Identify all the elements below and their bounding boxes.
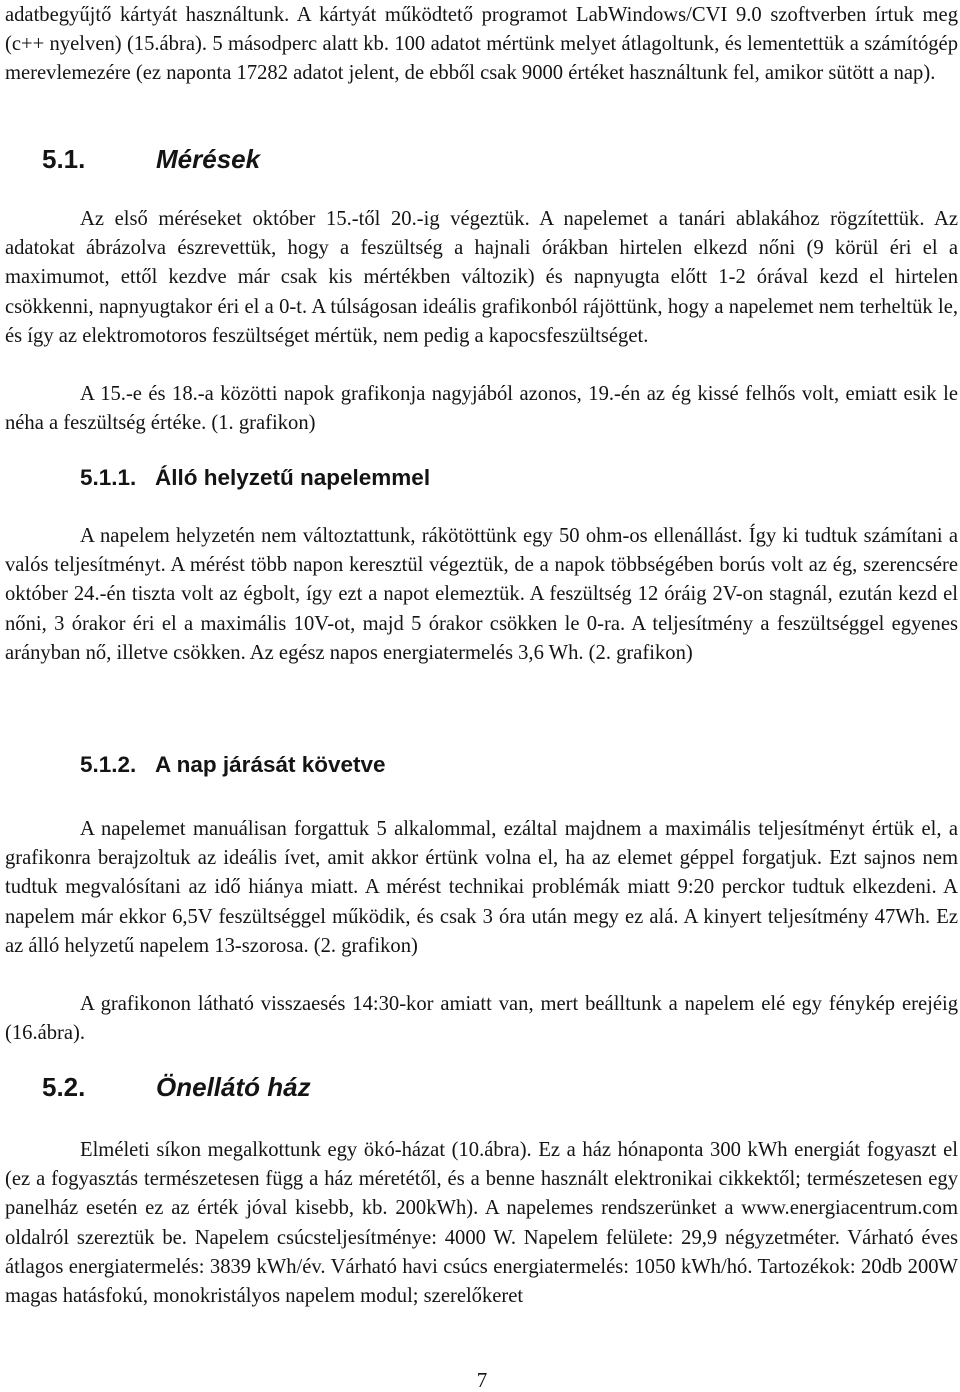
paragraph-haz-1-text: Elméleti síkon megalkottunk egy ökó-házat (10.ábra). Ez a ház hónaponta 300 kWh energiát fogyaszt el (ez a fogyasztás természetesen függ a ház méretétől, és a benne használt elektronikai cikkektől; természetesen egy panelház esetén ez az érték jóval kisebb, kb. 200kWh). A napelemes rendszerünket a www.energiacentrum.com oldalról szereztük be. Napelem csúcsteljesítménye: 4000 W. Napelem felülete: 29,9 négyzetméter. Várható éves átlagos energiatermelés: 3839 kWh/év. Várható havi csúcs energiatermelés: 1050 kWh/hó. Tartozékok: 20db 200W magas hatásfokú, monokristályos napelem modul; szerelőkeret [5,1139,958,1308]
paragraph-haz-1 [5,1136,958,1311]
paragraph-kovet-1 [5,815,958,961]
heading-5-1-2-number: 5.1.2. [80,752,137,777]
paragraph-meresek-2 [5,380,958,438]
paragraph-meresek-1-text: Az első méréseket október 15.-től 20.-ig végeztük. A napelemet a tanári ablakához rögzítettük. Az adatokat ábrázolva észrevettük, hogy a feszültség a hajnali órákban hirtelen elkezd nőni (9 körül éri el a maximumot, ettől kezdve már csak kis mértékben változik) és napnyugta előtt 1-2 órával kezd el hirtelen csökkenni, napnyugtakor éri el a 0-t. A túlságosan ideális grafikonból rájöttünk, hogy a napelemet nem terheltük le, és így az elektromotoros feszültséget mértük, nem pedig a kapocsfeszültséget. [5,208,958,347]
heading-5-1 [42,144,260,174]
heading-5-1-2 [80,751,386,779]
heading-5-1-title: Mérések [156,144,261,174]
paragraph-allo-1-text: A napelem helyzetén nem változtattunk, rákötöttünk egy 50 ohm-os ellenállást. Így ki tudtuk számítani a valós teljesítményt. A mérést több napon keresztül végeztük, de a napok többségében borús volt az ég, szerencsére október 24.-én tiszta volt az égbolt, így ezt a napot elemeztük. A feszültség 12 óráig 2V-on stagnál, ezután kezd el nőni, 3 órakor éri el a maximális 10V-ot, majd 5 órakor csökken le 0-ra. A teljesítmény a feszültséggel egyenes arányban nő, illetve csökken. Az egész napos energiatermelés 3,6 Wh. (2. grafikon) [5,525,958,664]
paragraph-meresek-1 [5,205,958,351]
paragraph-kovet-1-text: A napelemet manuálisan forgattuk 5 alkalommal, ezáltal majdnem a maximális teljesítményt értük el, a grafikonra berajzoltuk az ideális ívet, amit akkor értünk volna el, ha az elemet géppel forgatjuk. Ezt sajnos nem tudtuk megvalósítani az idő hiánya miatt. A mérést technikai problémák miatt 9:20 perckor tudtuk elkezdeni. A napelem már ekkor 6,5V feszültséggel működik, és csak 3 óra után megy ez alá. A kinyert teljesítmény 47Wh. Ez az álló helyzetű napelem 13-szorosa. (2. grafikon) [5,818,958,957]
heading-5-1-1 [80,464,430,492]
heading-5-1-1-title: Álló helyzetű napelemmel [155,465,431,490]
paragraph-intro [5,1,958,89]
paragraph-kovet-2-text: A grafikonon látható visszaesés 14:30-kor amiatt van, mert beálltunk a napelem elé egy fénykép erejéig (16.ábra). [5,993,958,1045]
heading-5-2-number: 5.2. [42,1072,86,1102]
heading-5-1-number: 5.1. [42,144,86,174]
page-number: 7 [476,1368,488,1392]
paragraph-allo-1 [5,522,958,668]
heading-5-2 [42,1072,311,1102]
paragraph-kovet-2 [5,990,958,1048]
paragraph-meresek-2-text: A 15.-e és 18.-a közötti napok grafikonja nagyjából azonos, 19.-én az ég kissé felhős volt, emiatt esik le néha a feszültség értéke. (1. grafikon) [5,383,958,435]
heading-5-1-1-number: 5.1.1. [80,465,137,490]
paragraph-intro-text: adatbegyűjtő kártyát használtunk. A kártyát működtető programot LabWindows/CVI 9.0 szoftverben írtuk meg (c++ nyelven) (15.ábra). 5 másodperc alatt kb. 100 adatot mértünk melyet átlagoltunk, és lementettük a számítógép merevlemezére (ez naponta 17282 adatot jelent, de ebből csak 9000 értéket használtunk fel, amikor sütött a nap). [5,4,958,85]
heading-5-1-2-title: A nap járását követve [155,752,386,777]
heading-5-2-title: Önellátó ház [156,1072,311,1102]
